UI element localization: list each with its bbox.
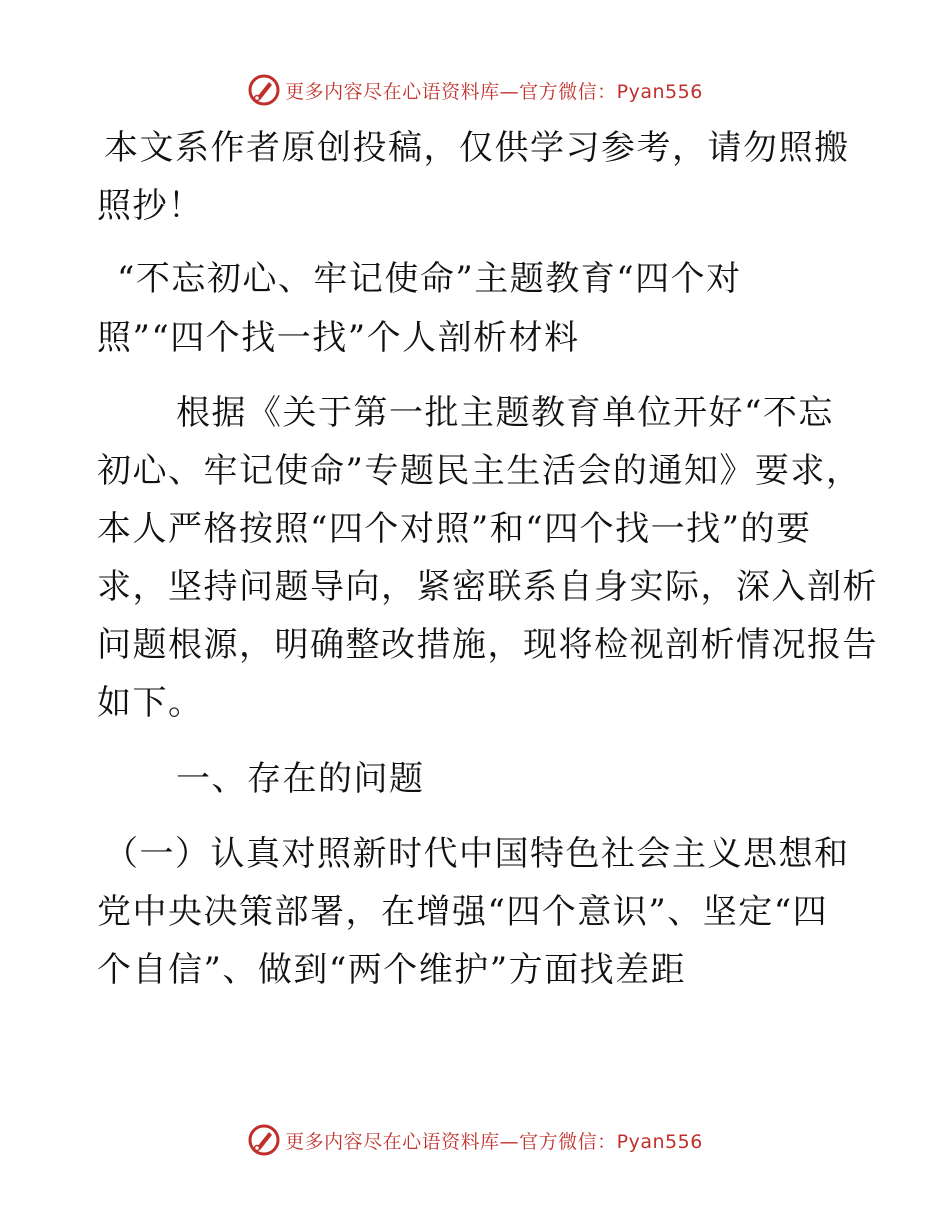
title-line-2: 照”“四个找一找”个人剖析材料 bbox=[97, 318, 580, 358]
notice-line-2: 照抄！ bbox=[97, 186, 204, 226]
title-line-1: “不忘初心、牢记使命”主题教育“四个对 bbox=[117, 259, 742, 299]
paragraph-1-line-3: 本人严格按照“四个对照”和“四个找一找”的要 bbox=[97, 509, 812, 549]
paragraph-1-line-2: 初心、牢记使命”专题民主生活会的通知》要求， bbox=[97, 451, 862, 491]
paragraph-1-line-5: 问题根源，明确整改措施，现将检视剖析情况报告 bbox=[97, 625, 878, 665]
brand-logo-icon bbox=[247, 1123, 281, 1157]
header-watermark bbox=[0, 70, 950, 110]
paragraph-1-line-6: 如下。 bbox=[97, 683, 204, 723]
subsection-1-line-3: 个自信”、做到“两个维护”方面找差距 bbox=[97, 950, 687, 990]
watermark-text: 更多内容尽在心语资料库—官方微信：Pyan556 bbox=[285, 80, 703, 103]
notice-line-1: 本文系作者原创投稿，仅供学习参考，请勿照搬 bbox=[104, 128, 850, 168]
section-heading-1: 一、存在的问题 bbox=[176, 759, 425, 799]
subsection-1-line-1: （一）认真对照新时代中国特色社会主义思想和 bbox=[104, 834, 850, 874]
paragraph-1-line-4: 求，坚持问题导向，紧密联系自身实际，深入剖析 bbox=[97, 567, 878, 607]
paragraph-1-line-1: 根据《关于第一批主题教育单位开好“不忘 bbox=[176, 393, 834, 433]
watermark-text: 更多内容尽在心语资料库—官方微信：Pyan556 bbox=[285, 1130, 703, 1153]
subsection-1-line-2: 党中央决策部署，在增强“四个意识”、坚定“四 bbox=[97, 892, 829, 932]
brand-logo-icon bbox=[247, 73, 281, 107]
footer-watermark bbox=[0, 1120, 950, 1160]
